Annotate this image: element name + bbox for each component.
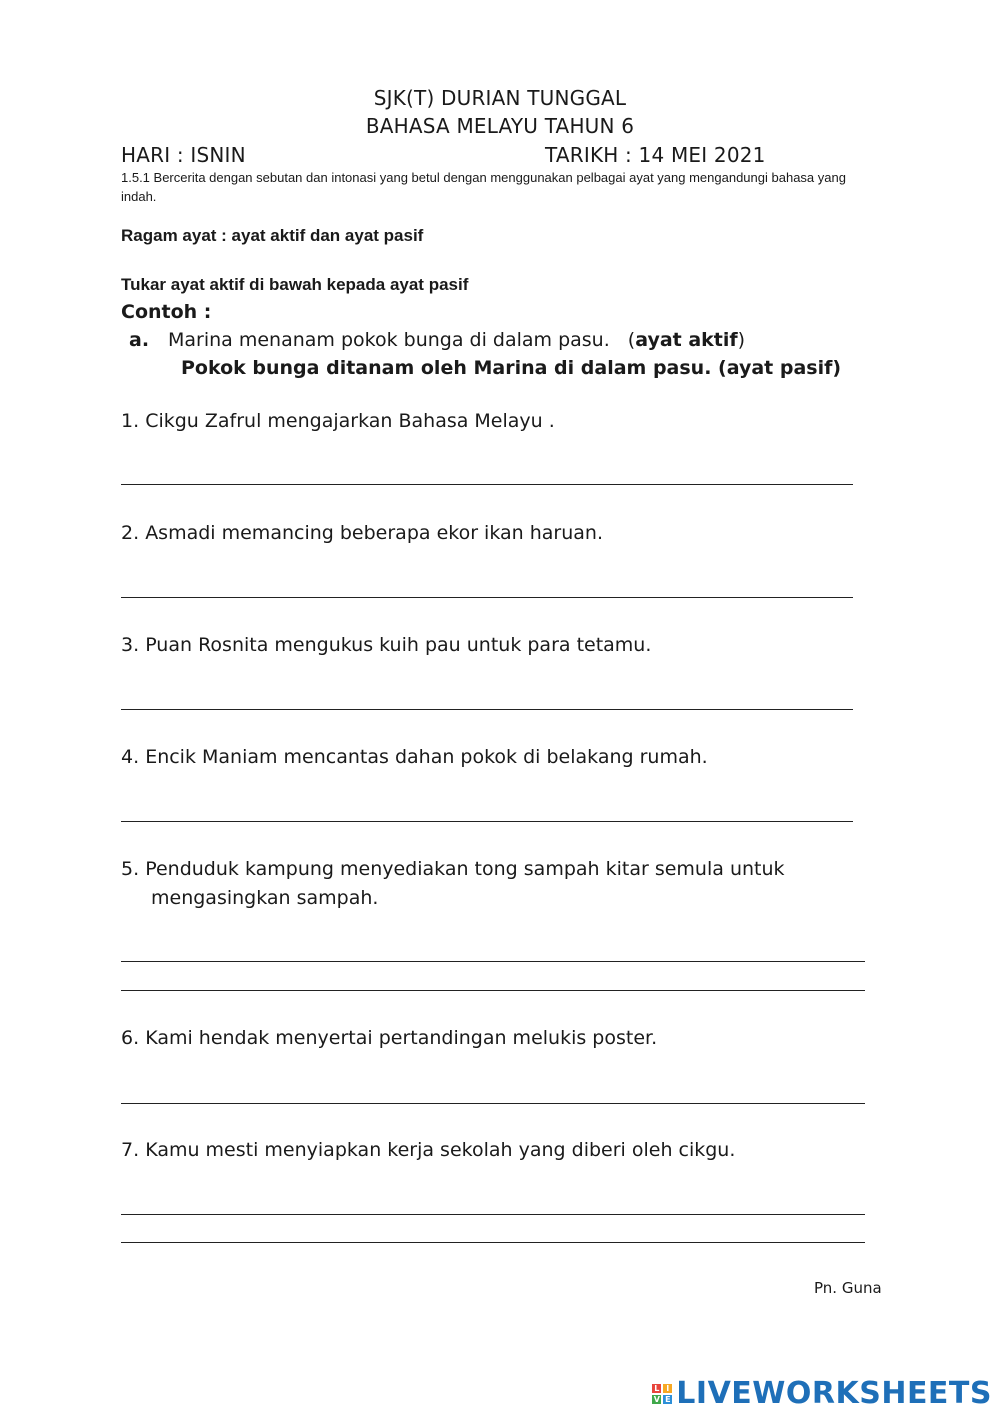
liveworksheets-brand: LIVEWORKSHEETS <box>676 1376 992 1411</box>
question-5 <box>121 858 785 880</box>
logo-letter: E <box>665 1394 671 1404</box>
question-text: Penduduk kampung menyediakan tong sampah kitar semula untuk <box>145 858 785 880</box>
question-number: 3. <box>121 634 140 656</box>
question-number: 6. <box>121 1027 140 1049</box>
question-7 <box>121 1139 735 1161</box>
answer-line-4[interactable] <box>121 821 853 822</box>
answer-line-2[interactable] <box>121 597 853 598</box>
question-number: 5. <box>121 858 140 880</box>
question-number: 4. <box>121 746 140 768</box>
subject-title: BAHASA MELAYU TAHUN 6 <box>365 114 635 138</box>
answer-line-7a[interactable] <box>121 1214 865 1215</box>
example-passive-sentence: Pokok bunga ditanam oleh Marina di dalam pasu. (ayat pasif) <box>181 357 842 379</box>
question-3 <box>121 634 651 656</box>
logo-letter: L <box>654 1383 660 1393</box>
answer-line-7b[interactable] <box>121 1242 865 1243</box>
question-5-continued: mengasingkan sampah. <box>151 887 379 909</box>
answer-line-1[interactable] <box>121 484 853 485</box>
logo-letter: I <box>663 1384 672 1393</box>
liveworksheets-logo-icon <box>652 1384 672 1404</box>
instruction-heading: Tukar ayat aktif di bawah kepada ayat pasif <box>121 275 469 294</box>
day-label: HARI : ISNIN <box>121 143 246 167</box>
logo-letter: V <box>653 1394 660 1404</box>
author-name: Pn. Guna <box>814 1279 882 1297</box>
answer-line-5a[interactable] <box>121 961 865 962</box>
learning-standard: 1.5.1 Bercerita dengan sebutan dan intonasi yang betul dengan menggunakan pelbagai ayat yang mengandungi bahasa yang indah. <box>121 170 846 204</box>
example-active-close: ) <box>737 329 746 351</box>
example-active-open: ( <box>627 329 636 351</box>
example-active-line <box>168 329 745 351</box>
question-text: Puan Rosnita mengukus kuih pau untuk para tetamu. <box>145 634 652 656</box>
question-4 <box>121 746 708 768</box>
question-6 <box>121 1027 657 1049</box>
question-1 <box>121 410 555 432</box>
date-label: TARIKH : 14 MEI 2021 <box>545 143 766 167</box>
question-number: 2. <box>121 522 140 544</box>
question-2 <box>121 522 603 544</box>
example-active-label: ayat aktif <box>635 329 738 351</box>
question-number: 1. <box>121 410 140 432</box>
school-name: SJK(T) DURIAN TUNGGAL <box>373 86 627 110</box>
example-heading: Contoh : <box>121 301 212 323</box>
topic-heading: Ragam ayat : ayat aktif dan ayat pasif <box>121 226 424 245</box>
question-text: Asmadi memancing beberapa ekor ikan haruan. <box>145 522 603 544</box>
question-text: Encik Maniam mencantas dahan pokok di belakang rumah. <box>145 746 708 768</box>
answer-line-3[interactable] <box>121 709 853 710</box>
example-active-sentence: Marina menanam pokok bunga di dalam pasu. <box>168 329 610 351</box>
question-text: Kami hendak menyertai pertandingan melukis poster. <box>145 1027 658 1049</box>
answer-line-5b[interactable] <box>121 990 865 991</box>
question-text: Cikgu Zafrul mengajarkan Bahasa Melayu . <box>145 410 555 432</box>
example-marker: a. <box>129 329 150 351</box>
answer-line-6[interactable] <box>121 1103 865 1104</box>
question-text: Kamu mesti menyiapkan kerja sekolah yang diberi oleh cikgu. <box>145 1139 736 1161</box>
question-number: 7. <box>121 1139 140 1161</box>
liveworksheets-footer <box>652 1376 992 1411</box>
